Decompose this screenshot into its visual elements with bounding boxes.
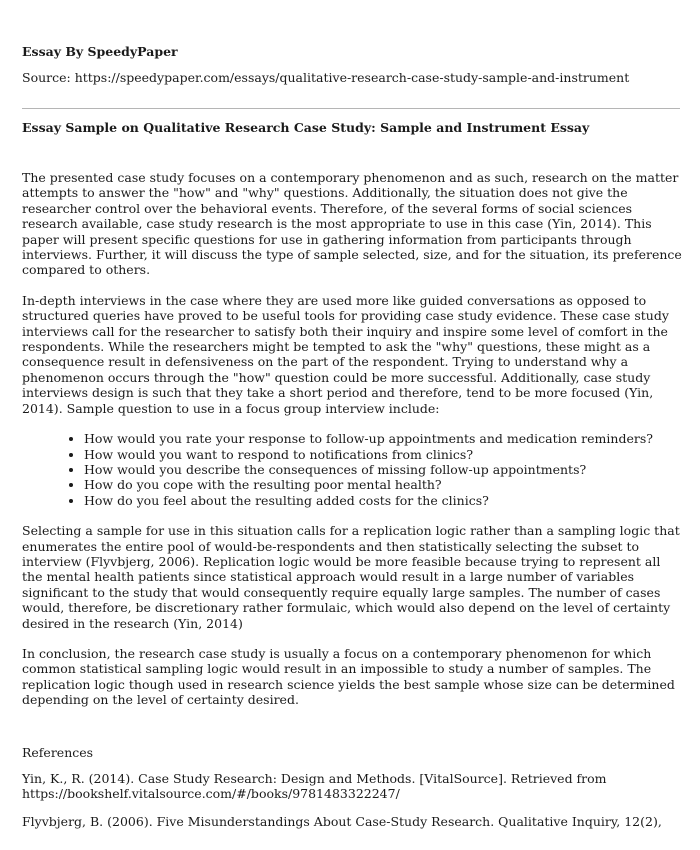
paragraph-intro: The presented case study focuses on a contemporary phenomenon and as such, research on the matter attempts to answer the "how" and "why" questions. Additionally, the situation does not give the researcher control over the behavioral events. Therefore, of the several forms of social sciences research available, case study research is the most appropriate to use in this case (Yin, 2014). This paper will present specific questions for use in gathering information from participants through interviews. Further, it will discuss the type of sample selected, size, and for the situation, its preference compared to others. <box>22 170 682 278</box>
question-item: • How do you cope with the resulting poor mental health? <box>84 477 682 492</box>
question-item: • How would you describe the consequences of missing follow-up appointments? <box>84 462 682 477</box>
header-divider <box>22 108 680 109</box>
essay-title: Essay Sample on Qualitative Research Case Study: Sample and Instrument Essay <box>22 120 590 135</box>
interview-question-list <box>22 431 682 508</box>
references-heading: References <box>22 744 94 760</box>
essay-body <box>22 170 682 841</box>
site-header-title: Essay By SpeedyPaper <box>22 44 178 59</box>
paragraph-sampling: Selecting a sample for use in this situation calls for a replication logic rather than a sampling logic that enumerates the entire pool of would-be-respondents and then statistically selecting the subset to interview (Flyvbjerg, 2006). Replication logic would be more feasible because trying to represent all the mental health patients since statistical approach would result in a large number of variables significant to the study that would consequently require equally large samples. The number of cases would, therefore, be discretionary rather formulaic, which would also depend on the level of certainty desired in the research (Yin, 2014) <box>22 523 680 631</box>
source-url[interactable]: Source: https://speedypaper.com/essays/qualitative-research-case-study-sample-and-instrument <box>22 70 630 85</box>
paragraph-interviews: In-depth interviews in the case where they are used more like guided conversations as opposed to structured queries have proved to be useful tools for providing case study evidence. These case study interviews call for the researcher to satisfy both their inquiry and inspire some level of comfort in the respondents. While the researchers might be tempted to ask the "why" questions, these might as a consequence result in defensiveness on the part of the respondent. Trying to understand why a phenomenon occurs through the "how" question could be more successful. Additionally, case study interviews design is such that they take a short period and therefore, tend to be more focused (Yin, 2014). Sample question to use in a focus group interview include: <box>22 292 669 416</box>
question-item: • How do you feel about the resulting added costs for the clinics? <box>84 493 682 508</box>
question-item: • How would you rate your response to follow-up appointments and medication reminders? <box>84 431 682 446</box>
reference-entry: Flyvbjerg, B. (2006). Five Misunderstandings About Case-Study Research. Qualitative Inquiry, 12(2), <box>22 813 662 829</box>
question-item: • How would you want to respond to notifications from clinics? <box>84 447 682 462</box>
paragraph-conclusion: In conclusion, the research case study is usually a focus on a contemporary phenomenon for which common statistical sampling logic would result in an impossible to study a number of samples. The replication logic though used in research science yields the best sample whose size can be determined depending on the level of certainty desired. <box>22 645 675 708</box>
reference-entry: Yin, K., R. (2014). Case Study Research: Design and Methods. [VitalSource]. Retrieved from https://bookshelf.vitalsource.com/#/books/9781483322247/ <box>22 771 607 802</box>
